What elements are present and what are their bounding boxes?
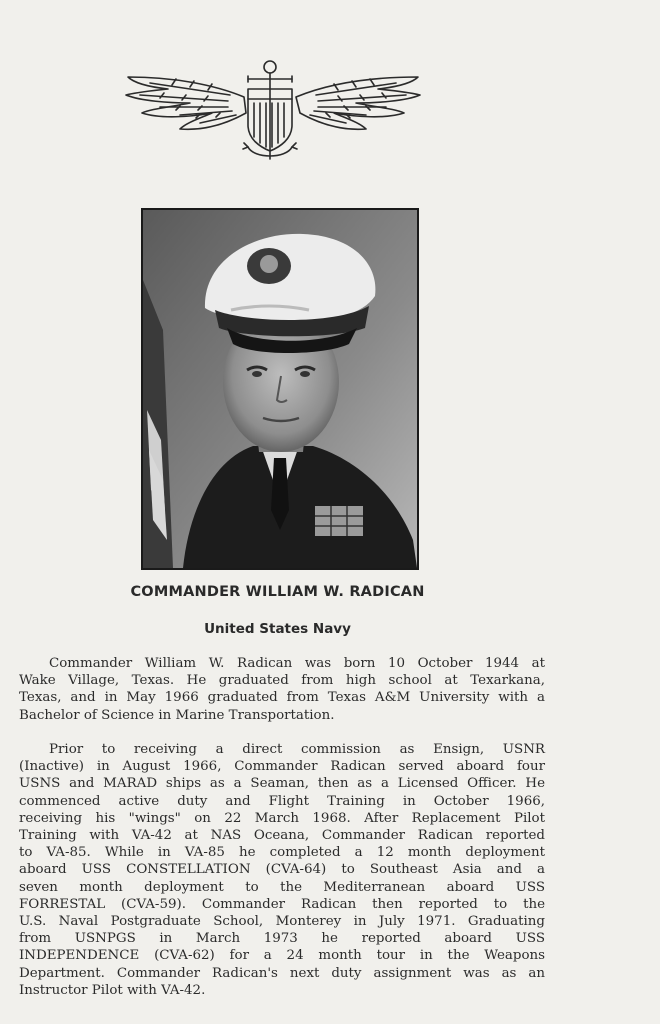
paragraph-line: Commander William W. Radican was born 10 October 1944 at	[49, 656, 545, 671]
paragraph-line: Instructor Pilot with VA-42.	[19, 982, 206, 998]
service-branch-subheading: United States Navy	[204, 621, 351, 637]
paragraph-line: Department. Commander Radican's next duty assignment was as an	[19, 965, 545, 981]
paragraph-line: U.S. Naval Postgraduate School, Monterey in July 1971. Graduating	[19, 914, 545, 930]
paragraph-line: INDEPENDENCE (CVA-62) for a 24 month tour in the Weapons	[19, 948, 545, 964]
officer-name-heading: COMMANDER WILLIAM W. RADICAN	[130, 584, 425, 600]
paragraph-line: (Inactive) in August 1966, Commander Radican served aboard four	[19, 759, 545, 775]
paragraph-line: aboard USS CONSTELLATION (CVA-64) to Southeast Asia and a	[19, 862, 545, 878]
officer-portrait-photo	[141, 208, 419, 570]
biography-paragraph-2	[19, 741, 545, 999]
paragraph-line: commenced active duty and Flight Training in October 1966,	[19, 793, 545, 809]
paragraph-line: to VA-85. While in VA-85 he completed a 12 month deployment	[19, 845, 545, 861]
paragraph-line: Training with VA-42 at NAS Oceana, Commander Radican reported	[19, 828, 545, 844]
biography-paragraph-1	[19, 655, 545, 724]
paragraph-line: USNS and MARAD ships as a Seaman, then as a Licensed Officer. He	[19, 776, 545, 792]
paragraph-line: receiving his "wings" on 22 March 1968. After Replacement Pilot	[19, 810, 545, 826]
paragraph-line: seven month deployment to the Mediterranean aboard USS	[19, 879, 545, 895]
paragraph-line: Prior to receiving a direct commission as Ensign, USNR	[49, 742, 545, 757]
paragraph-line: Wake Village, Texas. He graduated from high school at Texarkana,	[19, 673, 545, 689]
paragraph-line: Texas, and in May 1966 graduated from Texas A&M University with a	[19, 690, 545, 706]
paragraph-line: FORRESTAL (CVA-59). Commander Radican then reported to the	[19, 896, 545, 912]
naval-aviator-wings-icon	[120, 55, 426, 163]
paragraph-line: Bachelor of Science in Marine Transportation.	[19, 707, 335, 723]
paragraph-line: from USNPGS in March 1973 he reported aboard USS	[19, 931, 545, 947]
